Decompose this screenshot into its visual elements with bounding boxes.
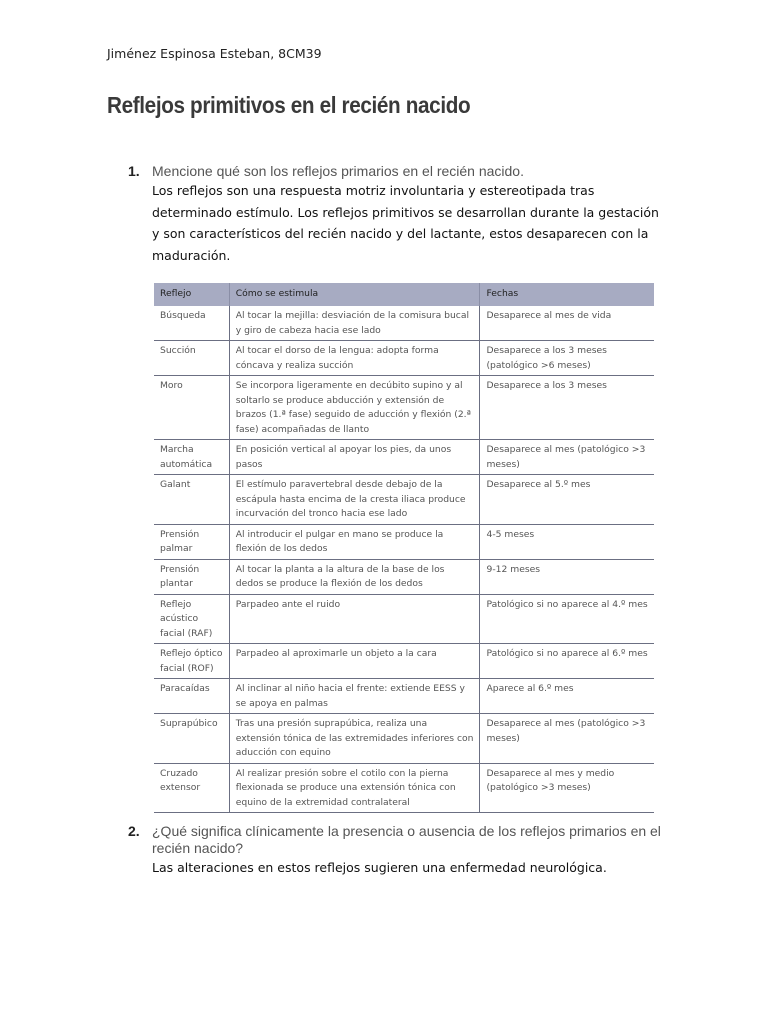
answer-text: Los reflejos son una respuesta motriz involuntaria y estereotipada tras determinado estímulo. Los reflejos primitivos se desarrollan durante la gestación y son característicos del recién nacido y del lactante, estos desaparecen con la maduración. <box>152 183 659 263</box>
question-number: 1. <box>128 163 140 179</box>
document-title: Reflejos primitivos en el recién nacido <box>107 92 471 118</box>
stimulus-cell: Al tocar la planta a la altura de la base de los dedos se produce la flexión de los dedos <box>229 559 480 594</box>
question-text: Mencione qué son los reflejos primarios en el recién nacido. <box>152 163 524 179</box>
table-row <box>154 475 654 525</box>
table-row <box>154 440 654 475</box>
stimulus-cell: Parpadeo al aproximarle un objeto a la cara <box>229 644 480 679</box>
reflex-name-cell: Prensión plantar <box>154 559 229 594</box>
table-header-row <box>154 283 654 306</box>
reflex-name-cell: Galant <box>154 475 229 525</box>
dates-cell: Patológico si no aparece al 6.º mes <box>480 644 654 679</box>
question-number: 2. <box>128 823 140 839</box>
dates-cell: Desaparece a los 3 meses <box>480 376 654 440</box>
dates-cell: Desaparece a los 3 meses (patológico >6 meses) <box>480 341 654 376</box>
dates-cell: 4-5 meses <box>480 524 654 559</box>
table-row <box>154 679 654 714</box>
stimulus-cell: El estímulo paravertebral desde debajo de la escápula hasta encima de la cresta iliaca produce incurvación del tronco hacia ese lado <box>229 475 480 525</box>
dates-cell: Desaparece al mes de vida <box>480 306 654 341</box>
table-row <box>154 559 654 594</box>
dates-cell: Aparece al 6.º mes <box>480 679 654 714</box>
reflex-name-cell: Suprapúbico <box>154 714 229 764</box>
question-1 <box>128 163 668 266</box>
answer-text: Las alteraciones en estos reflejos sugieren una enfermedad neurológica. <box>152 860 607 875</box>
question-text: ¿Qué significa clínicamente la presencia o ausencia de los reflejos primarios en el recién nacido? <box>152 823 661 856</box>
column-header-fechas: Fechas <box>480 283 654 306</box>
reflex-name-cell: Reflejo óptico facial (ROF) <box>154 644 229 679</box>
stimulus-cell: Al introducir el pulgar en mano se produce la flexión de los dedos <box>229 524 480 559</box>
dates-cell: Desaparece al mes (patológico >3 meses) <box>480 440 654 475</box>
table-row <box>154 714 654 764</box>
reflex-name-cell: Marcha automática <box>154 440 229 475</box>
reflex-name-cell: Prensión palmar <box>154 524 229 559</box>
table-row <box>154 763 654 813</box>
table-row <box>154 376 654 440</box>
reflex-name-cell: Cruzado extensor <box>154 763 229 813</box>
stimulus-cell: Al tocar la mejilla: desviación de la comisura bucal y giro de cabeza hacia ese lado <box>229 306 480 341</box>
table-row <box>154 524 654 559</box>
table-row <box>154 644 654 679</box>
stimulus-cell: Al tocar el dorso de la lengua: adopta forma cóncava y realiza succión <box>229 341 480 376</box>
table-row <box>154 594 654 644</box>
table-row <box>154 341 654 376</box>
reflex-name-cell: Búsqueda <box>154 306 229 341</box>
dates-cell: Patológico si no aparece al 4.º mes <box>480 594 654 644</box>
stimulus-cell: Al realizar presión sobre el cotilo con la pierna flexionada se produce una extensión tónica con equino de la extremidad contralateral <box>229 763 480 813</box>
dates-cell: 9-12 meses <box>480 559 654 594</box>
dates-cell: Desaparece al 5.º mes <box>480 475 654 525</box>
dates-cell: Desaparece al mes y medio (patológico >3 meses) <box>480 763 654 813</box>
stimulus-cell: Al inclinar al niño hacia el frente: extiende EESS y se apoya en palmas <box>229 679 480 714</box>
stimulus-cell: Se incorpora ligeramente en decúbito supino y al soltarlo se produce abducción y extensión de brazos (1.ª fase) seguido de aducción y flexión (2.ª fase) acompañadas de llanto <box>229 376 480 440</box>
table-row <box>154 306 654 341</box>
reflex-name-cell: Paracaídas <box>154 679 229 714</box>
author-line: Jiménez Espinosa Esteban, 8CM39 <box>107 46 322 61</box>
reflex-name-cell: Reflejo acústico facial (RAF) <box>154 594 229 644</box>
stimulus-cell: En posición vertical al apoyar los pies, da unos pasos <box>229 440 480 475</box>
column-header-como-se-estimula: Cómo se estimula <box>229 283 480 306</box>
column-header-reflejo: Reflejo <box>154 283 229 306</box>
dates-cell: Desaparece al mes (patológico >3 meses) <box>480 714 654 764</box>
reflexes-table <box>154 283 654 813</box>
question-2 <box>128 823 668 879</box>
stimulus-cell: Tras una presión suprapúbica, realiza una extensión tónica de las extremidades inferiores con aducción con equino <box>229 714 480 764</box>
reflex-name-cell: Moro <box>154 376 229 440</box>
reflex-name-cell: Succión <box>154 341 229 376</box>
stimulus-cell: Parpadeo ante el ruido <box>229 594 480 644</box>
